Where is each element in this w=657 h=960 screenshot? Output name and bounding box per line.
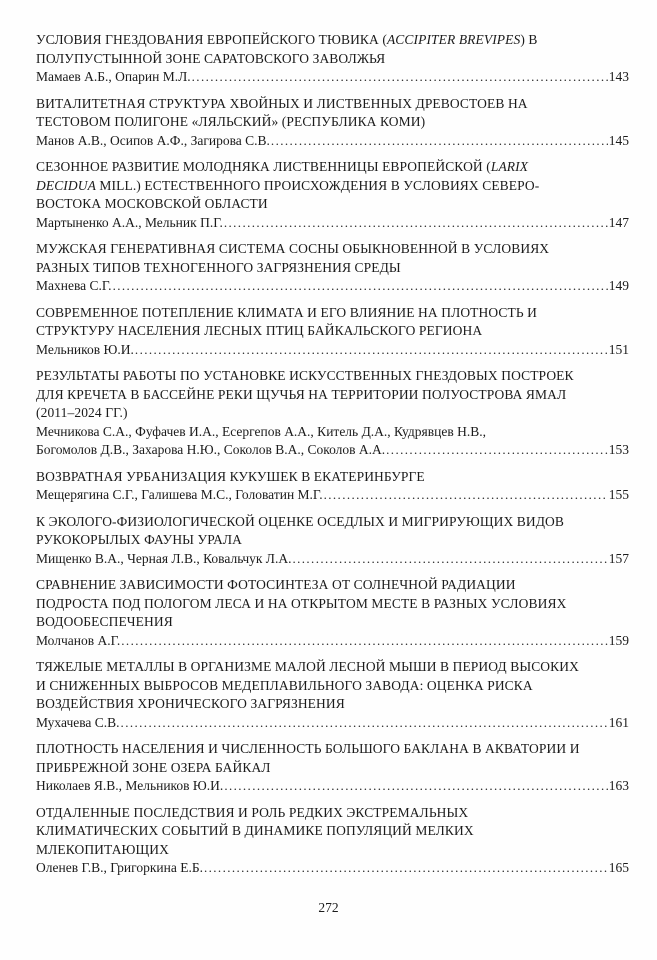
entry-title-line [36, 95, 629, 114]
title-text: СТРУКТУРУ НАСЕЛЕНИЯ ЛЕСНЫХ ПТИЦ БАЙКАЛЬСКОГО РЕГИОНА [36, 323, 483, 338]
entry-page-number: 159 [608, 632, 629, 648]
entry-author-page-row [36, 550, 629, 569]
toc-entry [36, 740, 629, 796]
title-text: ПРИБРЕЖНОЙ ЗОНЕ ОЗЕРА БАЙКАЛ [36, 759, 271, 775]
title-text: ТЯЖЕЛЫЕ МЕТАЛЛЫ В ОРГАНИЗМЕ МАЛОЙ ЛЕСНОЙ МЫШИ В ПЕРИОД ВЫСОКИХ [36, 659, 579, 674]
entry-page-number: 155 [608, 487, 629, 502]
entry-authors: Мельников Ю.И. [36, 341, 134, 357]
title-text: ТЕСТОВОМ ПОЛИГОНЕ «ЛЯЛЬСКИЙ» (РЕСПУБЛИКА КОМИ) [36, 114, 426, 129]
toc-entry [36, 468, 629, 505]
entry-author-page-row [36, 214, 629, 233]
entry-authors: Мухачева С.В. [36, 714, 120, 730]
entry-title-line [36, 695, 629, 714]
entry-title-line [36, 822, 629, 841]
title-text: MILL.) ЕСТЕСТВЕННОГО ПРОИСХОЖДЕНИЯ В УСЛОВИЯХ СЕВЕРО- [95, 177, 540, 193]
entry-title-line [36, 513, 629, 532]
dot-leader [121, 714, 608, 733]
title-text: ВОДООБЕСПЕЧЕНИЯ [36, 614, 173, 629]
entry-page-number: 157 [608, 550, 629, 566]
entry-author-page-row [36, 859, 629, 878]
entry-author-page-row [36, 486, 629, 505]
title-text: И СНИЖЕННЫХ ВЫБРОСОВ МЕДЕПЛАВИЛЬНОГО ЗАВОДА: ОЦЕНКА РИСКА [36, 677, 533, 693]
entry-title-line [36, 31, 629, 50]
toc-entry [36, 576, 629, 650]
entry-title-line [36, 113, 629, 132]
dot-leader [204, 859, 608, 878]
dot-leader [386, 441, 608, 460]
dot-leader [324, 486, 608, 505]
entry-title-line [36, 595, 629, 614]
entry-title-line [36, 158, 629, 177]
entry-authors: Манов А.В., Осипов А.Ф., Загирова С.В. [36, 132, 270, 148]
entry-title-line [36, 804, 629, 823]
entry-title [36, 158, 629, 214]
entry-authors: Мечникова С.А., Фуфачев И.А., Есергепов А.А., Китель Д.А., Кудрявцев Н.В., [36, 423, 486, 439]
title-text: ДЛЯ КРЕЧЕТА В БАССЕЙНЕ РЕКИ ЩУЧЬЯ НА ТЕРРИТОРИИ ПОЛУОСТРОВА ЯМАЛ [36, 386, 567, 402]
entry-page-number: 149 [608, 278, 629, 293]
toc-entry [36, 95, 629, 151]
entry-author-page-row [36, 632, 629, 651]
entry-page-number: 163 [608, 778, 629, 793]
title-text: ВОЗВРАТНАЯ УРБАНИЗАЦИЯ КУКУШЕК В ЕКАТЕРИНБУРГЕ [36, 468, 425, 484]
dot-leader [224, 214, 608, 233]
dot-leader [292, 550, 607, 569]
entry-title-line [36, 195, 629, 214]
entry-authors: Махнева С.Г. [36, 278, 112, 293]
entry-page-number: 153 [608, 442, 629, 457]
title-text: ) В [520, 32, 538, 47]
entry-title [36, 31, 629, 68]
entry-title-line [36, 259, 629, 278]
entry-authors: Мещерягина С.Г., Галишева М.С., Головатин М.Г. [36, 487, 323, 502]
entry-authors: Николаев Я.В., Мельников Ю.И. [36, 778, 224, 793]
entry-title [36, 468, 629, 487]
title-text: ПОДРОСТА ПОД ПОЛОГОМ ЛЕСА И НА ОТКРЫТОМ МЕСТЕ В РАЗНЫХ УСЛОВИЯХ [36, 595, 567, 611]
title-text: РУКОКОРЫЛЫХ ФАУНЫ УРАЛА [36, 532, 243, 547]
entry-title [36, 740, 629, 777]
toc-entry [36, 658, 629, 732]
entry-title-line [36, 304, 629, 323]
entry-author-page-row [36, 777, 629, 796]
entry-authors: Оленев Г.В., Григоркина Е.Б. [36, 860, 203, 875]
dot-leader [271, 132, 608, 151]
entry-author-page-row [36, 441, 629, 460]
entry-title [36, 367, 629, 423]
dot-leader [224, 777, 607, 796]
title-text: К ЭКОЛОГО-ФИЗИОЛОГИЧЕСКОЙ ОЦЕНКЕ ОСЕДЛЫХ И МИГРИРУЮЩИХ ВИДОВ [36, 513, 564, 529]
entry-title-line [36, 404, 629, 423]
dot-leader [192, 68, 608, 87]
toc-list [36, 31, 629, 886]
entry-title [36, 95, 629, 132]
title-text: СЕЗОННОЕ РАЗВИТИЕ МОЛОДНЯКА ЛИСТВЕННИЦЫ ЕВРОПЕЙСКОЙ ( [36, 159, 491, 174]
toc-entry [36, 304, 629, 360]
entry-title-line [36, 468, 629, 487]
title-text: МЛЕКОПИТАЮЩИХ [36, 841, 169, 857]
entry-page-number: 165 [608, 860, 629, 875]
toc-entry [36, 513, 629, 569]
entry-title-line [36, 50, 629, 69]
entry-page-number: 161 [608, 714, 629, 730]
toc-entry [36, 804, 629, 878]
title-text: МУЖСКАЯ ГЕНЕРАТИВНАЯ СИСТЕМА СОСНЫ ОБЫКНОВЕННОЙ В УСЛОВИЯХ [36, 241, 550, 256]
title-text: (2011–2024 ГГ.) [36, 405, 128, 420]
entry-title [36, 658, 629, 714]
dot-leader [135, 341, 608, 360]
entry-authors: Мартыненко А.А., Мельник П.Г. [36, 214, 223, 230]
latin-species-name: DECIDUA [36, 177, 96, 193]
entry-title [36, 513, 629, 550]
title-text: ВОЗДЕЙСТВИЯ ХРОНИЧЕСКОГО ЗАГРЯЗНЕНИЯ [36, 696, 345, 711]
entry-authors: Богомолов Д.В., Захарова Н.Ю., Соколов В.А., Соколов А.А. [36, 442, 386, 457]
entry-title-line [36, 759, 629, 778]
title-text: РАЗНЫХ ТИПОВ ТЕХНОГЕННОГО ЗАГРЯЗНЕНИЯ СРЕДЫ [36, 259, 401, 275]
title-text: КЛИМАТИЧЕСКИХ СОБЫТИЙ В ДИНАМИКЕ ПОПУЛЯЦИЙ МЕЛКИХ [36, 823, 474, 838]
entry-title [36, 576, 629, 632]
entry-title [36, 304, 629, 341]
entry-title-line [36, 740, 629, 759]
entry-page-number: 145 [608, 132, 629, 148]
title-text: ВИТАЛИТЕТНАЯ СТРУКТУРА ХВОЙНЫХ И ЛИСТВЕННЫХ ДРЕВОСТОЕВ НА [36, 95, 528, 111]
toc-entry [36, 158, 629, 232]
title-text: СРАВНЕНИЕ ЗАВИСИМОСТИ ФОТОСИНТЕЗА ОТ СОЛНЕЧНОЙ РАДИАЦИИ [36, 577, 516, 592]
entry-title-line [36, 841, 629, 860]
entry-title-line [36, 177, 629, 196]
dot-leader [113, 277, 608, 296]
title-text: УСЛОВИЯ ГНЕЗДОВАНИЯ ЕВРОПЕЙСКОГО ТЮВИКА ( [36, 32, 387, 47]
entry-title-line [36, 322, 629, 341]
toc-entry [36, 240, 629, 296]
entry-title-line [36, 576, 629, 595]
title-text: РЕЗУЛЬТАТЫ РАБОТЫ ПО УСТАНОВКЕ ИСКУССТВЕННЫХ ГНЕЗДОВЫХ ПОСТРОЕК [36, 368, 574, 383]
entry-authors: Мамаев А.Б., Опарин М.Л. [36, 69, 191, 84]
entry-authors: Мищенко В.А., Черная Л.В., Ковальчук Л.А. [36, 550, 292, 566]
title-text: ВОСТОКА МОСКОВСКОЙ ОБЛАСТИ [36, 196, 268, 211]
title-text: СОВРЕМЕННОЕ ПОТЕПЛЕНИЕ КЛИМАТА И ЕГО ВЛИЯНИЕ НА ПЛОТНОСТЬ И [36, 304, 538, 320]
entry-title-line [36, 386, 629, 405]
entry-title-line [36, 658, 629, 677]
entry-title-line [36, 677, 629, 696]
entry-title-line [36, 240, 629, 259]
entry-authors: Молчанов А.Г. [36, 632, 121, 648]
title-text: ПЛОТНОСТЬ НАСЕЛЕНИЯ И ЧИСЛЕННОСТЬ БОЛЬШОГО БАКЛАНА В АКВАТОРИИ И [36, 741, 580, 756]
page-number-footer: 272 [318, 900, 339, 915]
title-text: ПОЛУПУСТЫННОЙ ЗОНЕ САРАТОВСКОГО ЗАВОЛЖЬЯ [36, 50, 386, 66]
entry-page-number: 151 [608, 341, 629, 357]
toc-entry [36, 367, 629, 460]
latin-species-name: LARIX [490, 159, 529, 174]
toc-entry [36, 31, 629, 87]
entry-title [36, 804, 629, 860]
entry-page-number: 143 [608, 69, 629, 84]
entry-title-line [36, 613, 629, 632]
entry-title-line [36, 531, 629, 550]
entry-title-line [36, 367, 629, 386]
entry-author-page-row [36, 132, 629, 151]
entry-author-page-row [36, 68, 629, 87]
title-text: ОТДАЛЕННЫЕ ПОСЛЕДСТВИЯ И РОЛЬ РЕДКИХ ЭКСТРЕМАЛЬНЫХ [36, 804, 469, 820]
latin-species-name: ACCIPITER BREVIPES [386, 32, 521, 47]
entry-page-number: 147 [608, 214, 629, 230]
entry-title [36, 240, 629, 277]
entry-author-page-row [36, 277, 629, 296]
entry-author-page-row [36, 341, 629, 360]
entry-author-page-row [36, 714, 629, 733]
dot-leader [121, 632, 607, 651]
